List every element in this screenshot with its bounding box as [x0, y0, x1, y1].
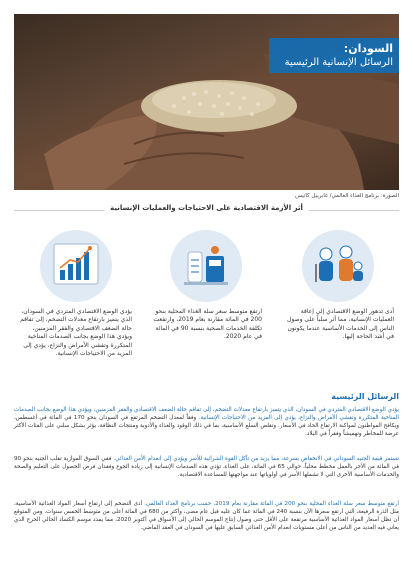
chart-icon: [40, 230, 112, 302]
people-icon: [302, 230, 374, 302]
paragraph-1-highlight: يؤدي الوضع الاقتصادي المتردي في السودان، الذي يتميز بارتفاع معدلات التضخم، إلى تفاقم حالة الضعف الاقتصادي والفقر المزمنين، ويؤدي هذا الوضع بجانب الصدمات المناخية المتكررة وتفشي الأمراض والنزاع، يؤدي إلى المزيد من الاحتياجات الإنسانية.: [14, 407, 399, 421]
info-column-humanitarian: [282, 230, 394, 342]
info-text-economy: يؤدي الوضع الاقتصادي المتردي في السودان، الذي يتميز بارتفاع معدلات التضخم، إلى تفاقم حالة الضعف الاقتصادي والفقر المزمنين، ويؤدي هذا الوضع بجانب الصدمات المناخية المتكررة وتفشي الأمراض والنزاع، يؤدي إلى المزيد من الاحتياجات الإنسانية.: [20, 308, 132, 358]
page-subtitle: الرسائل الإنسانية الرئيسية: [284, 57, 393, 68]
info-text-food-prices: ارتفع متوسط سعر سلة الغذاء المحلية بنحو 200 في المائة مقارنة بعام 2019، وارتفعت تكلفة الخدمات الصحية بنسبة 90 في المائة في عام 2020.: [153, 308, 262, 341]
paragraph-3: [14, 500, 399, 532]
paragraph-1: [14, 406, 399, 438]
key-messages-heading: الرسائل الرئيسية: [331, 392, 399, 401]
paragraph-2-body: ففي السوق الموازية تقلب الجنيه بنحو 90 في المائة من الأجر بالعمل مخطط محلياً، حوالي 65 في المائة، على الغذاء، تؤدي هذه الصدمات الإنسانية إلى زيادة الجوع وفقدان فرص الحصول على التعليم والصحة والخدمات الأساسية الأخرى التي لا تشملها الأسر في أولوياتها عند مواجهتها للمساعدة الاقتصادية.: [14, 456, 400, 478]
page-title: السودان:: [343, 42, 393, 55]
paragraph-3-body: أدى التضخم إلى ارتفاع أسعار المواد الغذائية الأساسية، مثل الذرة الرفيعة، التي ارتفع سعرها الآن بنسبة 240 في المائة عما كان عليه قبل عام مضى، وأكثر من 680 في المائة أعلى من متوسط الخمس سنوات. ومن المتوقع أن تظل أسعار المواد الغذائية الأساسية مرتفعة على الأقل حتى وصول إنتاج الموسم الحالي إلى الأسواق في أكتوبر 2020، مما يمدد موسم الكساد الحالي الحرج الذي يعاني فيه العديد من الناس من أعلى مستويات انعدام الأمن الغذائي السابق عليها في السودان في العقد الماضي.: [14, 501, 399, 531]
info-column-economy: [20, 230, 132, 358]
section-heading: [14, 204, 399, 216]
paragraph-3-highlight: ارتفع متوسط سعر سلة الغذاء المحلية بنحو 200 في المائة مقارنة بعام 2019، حسب برنامج الغذاء العالمي.: [144, 501, 399, 507]
info-column-food-prices: [150, 230, 262, 342]
section-heading-text: أثر الأزمة الاقتصادية على الاحتياجات والعمليات الإنسانية: [104, 204, 309, 212]
title-banner: [269, 38, 399, 73]
food-basket-icon: [170, 230, 242, 302]
info-text-humanitarian: أدى تدهور الوضع الاقتصادي إلى إعاقة العمليات الإنسانية، مما أثر سلباً على وصول الناس إلى الخدمات الأساسية عندما يكونون في أشد الحاجة إليها.: [287, 308, 394, 341]
paragraph-1-body: وفقاً لمعدل التضخم المرتفع في السودان بنحو 170 في المائة في أغسطس، ويكافح المواطنون لمواكبة الارتفاع الحاد في الأسعار. وتقلص السلع الأساسية، بما في ذلك الوقود والغذاء والأدوية ومنتجات النظافة، يؤثر بشكل سلبي على الفئات الأكثر عرضة للمخاطر وتهميشاً وفقراً في البلاد.: [14, 415, 399, 437]
paragraph-2: [14, 455, 399, 479]
paragraph-2-highlight: تستمر قيمة الجنيه السوداني في الانخفاض بسرعة، مما يزيد من تآكل القوة الشرائية للأسر ويؤدي إلى انعدام الأمن الغذائي.: [113, 456, 399, 462]
hero-photo: [14, 14, 399, 190]
photo-caption: الصورة: برنامج الغذاء العالمي/ غابرييل كاتيس: [295, 193, 399, 199]
